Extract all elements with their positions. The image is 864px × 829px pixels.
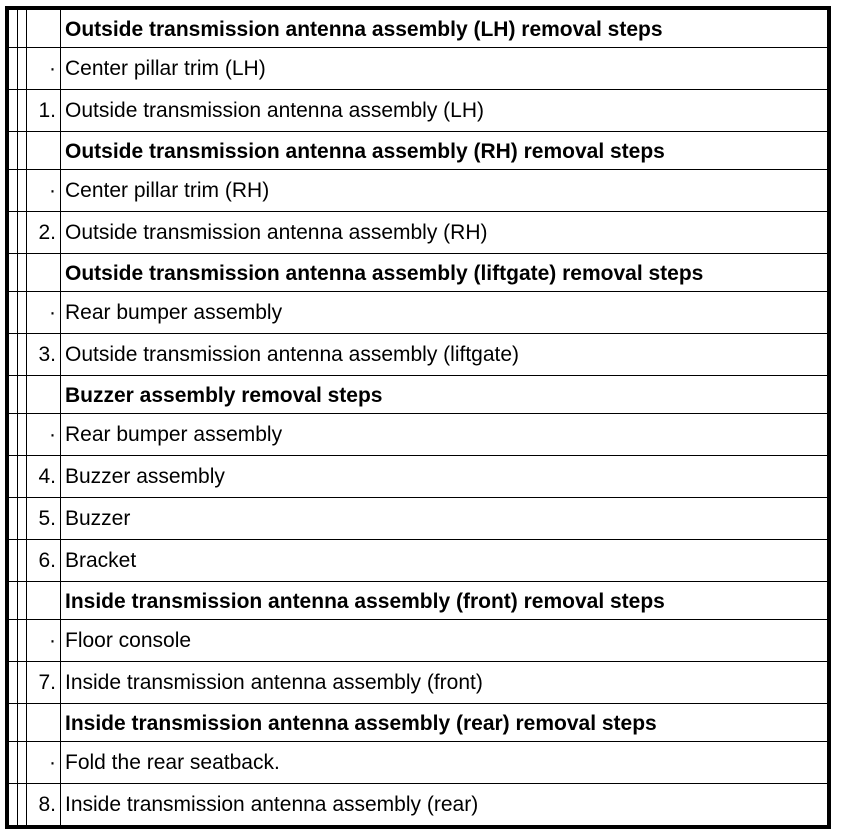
step-row xyxy=(9,620,828,662)
step-text: Outside transmission antenna assembly (RH) xyxy=(61,212,828,254)
section-heading: Inside transmission antenna assembly (front) removal steps xyxy=(61,582,828,620)
margin-cell xyxy=(18,414,27,456)
step-text: Rear bumper assembly xyxy=(61,292,828,334)
step-text: Inside transmission antenna assembly (rear) xyxy=(61,784,828,826)
margin-cell xyxy=(18,212,27,254)
step-number: · xyxy=(27,48,61,90)
margin-cell xyxy=(9,170,18,212)
margin-cell xyxy=(9,48,18,90)
step-number: 4. xyxy=(27,456,61,498)
step-number: 2. xyxy=(27,212,61,254)
margin-cell xyxy=(9,784,18,826)
margin-cell xyxy=(18,704,27,742)
margin-cell xyxy=(9,212,18,254)
margin-cell xyxy=(18,292,27,334)
margin-cell xyxy=(9,498,18,540)
margin-cell xyxy=(18,540,27,582)
step-row xyxy=(9,540,828,582)
section-heading: Inside transmission antenna assembly (rear) removal steps xyxy=(61,704,828,742)
step-number: 8. xyxy=(27,784,61,826)
section-heading: Outside transmission antenna assembly (LH) removal steps xyxy=(61,10,828,48)
steps-grid xyxy=(8,9,828,826)
step-text: Bracket xyxy=(61,540,828,582)
margin-cell xyxy=(9,132,18,170)
step-number: 3. xyxy=(27,334,61,376)
step-number-cell xyxy=(27,704,61,742)
step-number: 1. xyxy=(27,90,61,132)
margin-cell xyxy=(9,742,18,784)
step-row xyxy=(9,784,828,826)
margin-cell xyxy=(18,334,27,376)
margin-cell xyxy=(18,254,27,292)
step-row xyxy=(9,292,828,334)
margin-cell xyxy=(9,10,18,48)
step-number: 7. xyxy=(27,662,61,704)
step-number: · xyxy=(27,620,61,662)
step-row xyxy=(9,662,828,704)
margin-cell xyxy=(9,704,18,742)
margin-cell xyxy=(9,456,18,498)
step-number: 5. xyxy=(27,498,61,540)
margin-cell xyxy=(9,90,18,132)
section-heading-row xyxy=(9,704,828,742)
margin-cell xyxy=(9,254,18,292)
margin-cell xyxy=(9,582,18,620)
margin-cell xyxy=(18,48,27,90)
step-number: 6. xyxy=(27,540,61,582)
step-text: Floor console xyxy=(61,620,828,662)
margin-cell xyxy=(18,620,27,662)
step-row xyxy=(9,170,828,212)
step-number-cell xyxy=(27,582,61,620)
section-heading: Outside transmission antenna assembly (liftgate) removal steps xyxy=(61,254,828,292)
section-heading: Outside transmission antenna assembly (RH) removal steps xyxy=(61,132,828,170)
step-number: · xyxy=(27,742,61,784)
section-heading: Buzzer assembly removal steps xyxy=(61,376,828,414)
margin-cell xyxy=(18,132,27,170)
step-row xyxy=(9,742,828,784)
removal-steps-table xyxy=(5,6,831,829)
margin-cell xyxy=(9,540,18,582)
step-text: Outside transmission antenna assembly (LH) xyxy=(61,90,828,132)
step-text: Rear bumper assembly xyxy=(61,414,828,456)
margin-cell xyxy=(18,376,27,414)
step-row xyxy=(9,48,828,90)
step-row xyxy=(9,90,828,132)
section-heading-row xyxy=(9,376,828,414)
margin-cell xyxy=(18,582,27,620)
step-row xyxy=(9,414,828,456)
step-row xyxy=(9,212,828,254)
margin-cell xyxy=(9,414,18,456)
section-heading-row xyxy=(9,132,828,170)
margin-cell xyxy=(18,498,27,540)
margin-cell xyxy=(18,10,27,48)
margin-cell xyxy=(9,376,18,414)
margin-cell xyxy=(9,334,18,376)
step-text: Outside transmission antenna assembly (liftgate) xyxy=(61,334,828,376)
step-number: · xyxy=(27,292,61,334)
section-heading-row xyxy=(9,10,828,48)
step-text: Center pillar trim (RH) xyxy=(61,170,828,212)
margin-cell xyxy=(18,742,27,784)
step-number-cell xyxy=(27,254,61,292)
step-text: Center pillar trim (LH) xyxy=(61,48,828,90)
margin-cell xyxy=(18,90,27,132)
step-row xyxy=(9,456,828,498)
section-heading-row xyxy=(9,254,828,292)
margin-cell xyxy=(18,662,27,704)
margin-cell xyxy=(18,170,27,212)
step-number-cell xyxy=(27,132,61,170)
margin-cell xyxy=(9,662,18,704)
step-number: · xyxy=(27,414,61,456)
margin-cell xyxy=(9,620,18,662)
step-text: Inside transmission antenna assembly (front) xyxy=(61,662,828,704)
margin-cell xyxy=(9,292,18,334)
margin-cell xyxy=(18,784,27,826)
step-number: · xyxy=(27,170,61,212)
step-row xyxy=(9,334,828,376)
margin-cell xyxy=(18,456,27,498)
step-number-cell xyxy=(27,10,61,48)
step-text: Buzzer assembly xyxy=(61,456,828,498)
step-text: Buzzer xyxy=(61,498,828,540)
step-row xyxy=(9,498,828,540)
section-heading-row xyxy=(9,582,828,620)
step-text: Fold the rear seatback. xyxy=(61,742,828,784)
steps-body xyxy=(9,10,828,826)
step-number-cell xyxy=(27,376,61,414)
